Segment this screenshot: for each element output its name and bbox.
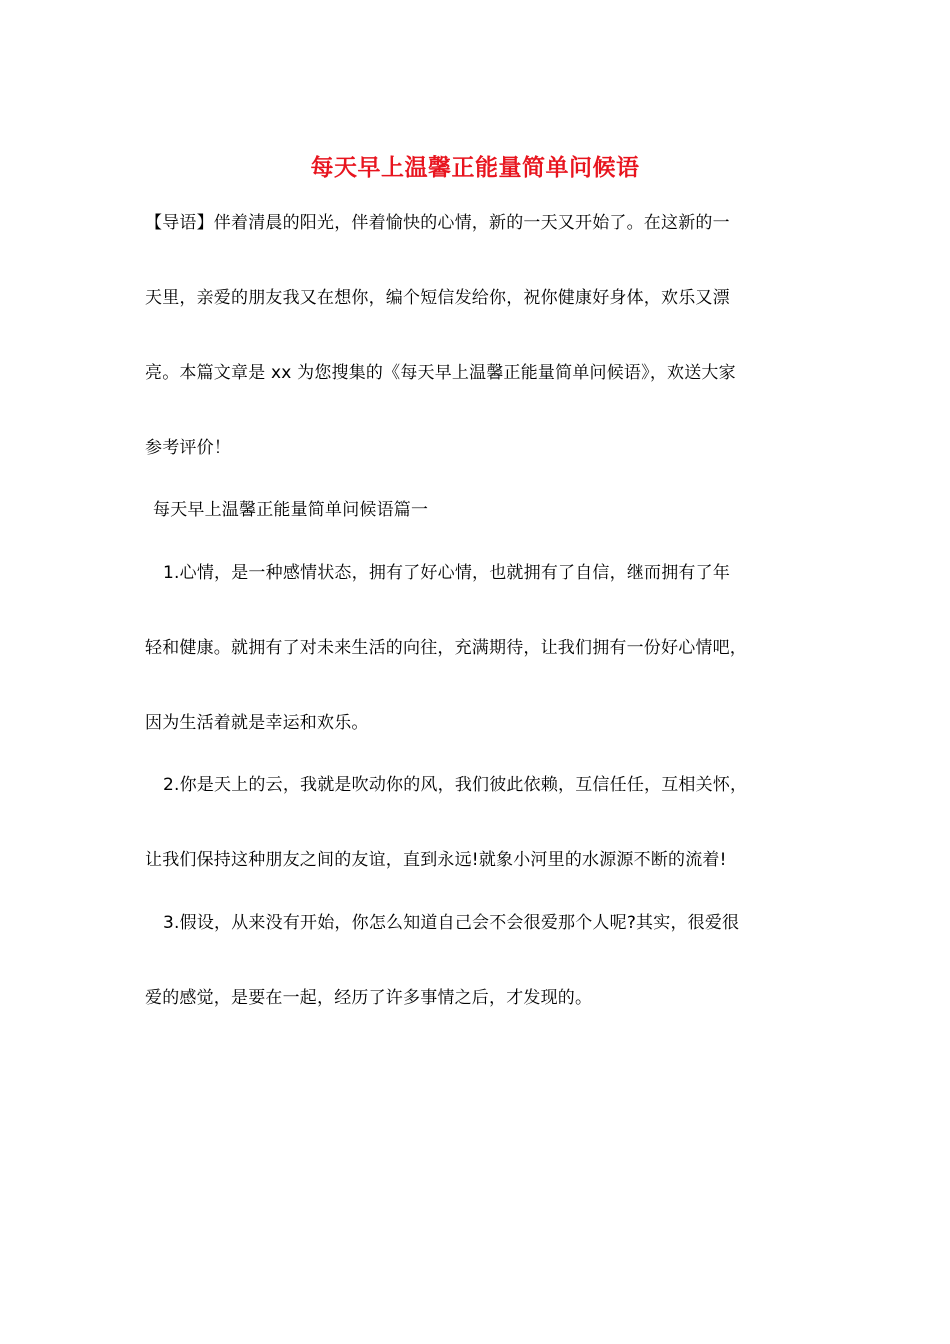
item-1-line-2: 轻和健康。就拥有了对未来生活的向往，充满期待，让我们拥有一份好心情吧， xyxy=(145,638,747,658)
item-2-line-2: 让我们保持这种朋友之间的友谊，直到永远!就象小河里的水源源不断的流着! xyxy=(145,850,727,870)
item-1-line-3: 因为生活着就是幸运和欢乐。 xyxy=(145,713,369,733)
intro-line-3: 亮。本篇文章是 xx 为您搜集的《每天早上温馨正能量简单问候语》，欢送大家 xyxy=(145,363,736,383)
intro-line-1: 【导语】伴着清晨的阳光，伴着愉快的心情，新的一天又开始了。在这新的一 xyxy=(145,213,730,233)
item-1-line-1: 1.心情，是一种感情状态，拥有了好心情，也就拥有了自信，继而拥有了年 xyxy=(163,563,731,583)
intro-line-4: 参考评价！ xyxy=(145,438,231,458)
document-title: 每天早上温馨正能量简单问候语 xyxy=(310,154,640,181)
item-3-line-2: 爱的感觉，是要在一起，经历了许多事情之后，才发现的。 xyxy=(145,988,593,1008)
section-heading: 每天早上温馨正能量简单问候语篇一 xyxy=(153,500,429,520)
item-3-line-1: 3.假设，从来没有开始，你怎么知道自己会不会很爱那个人呢?其实，很爱很 xyxy=(163,913,740,933)
intro-line-2: 天里，亲爱的朋友我又在想你，编个短信发给你，祝你健康好身体，欢乐又漂 xyxy=(145,288,730,308)
item-2-line-1: 2.你是天上的云，我就是吹动你的风，我们彼此依赖，互信任任，互相关怀， xyxy=(163,775,748,795)
